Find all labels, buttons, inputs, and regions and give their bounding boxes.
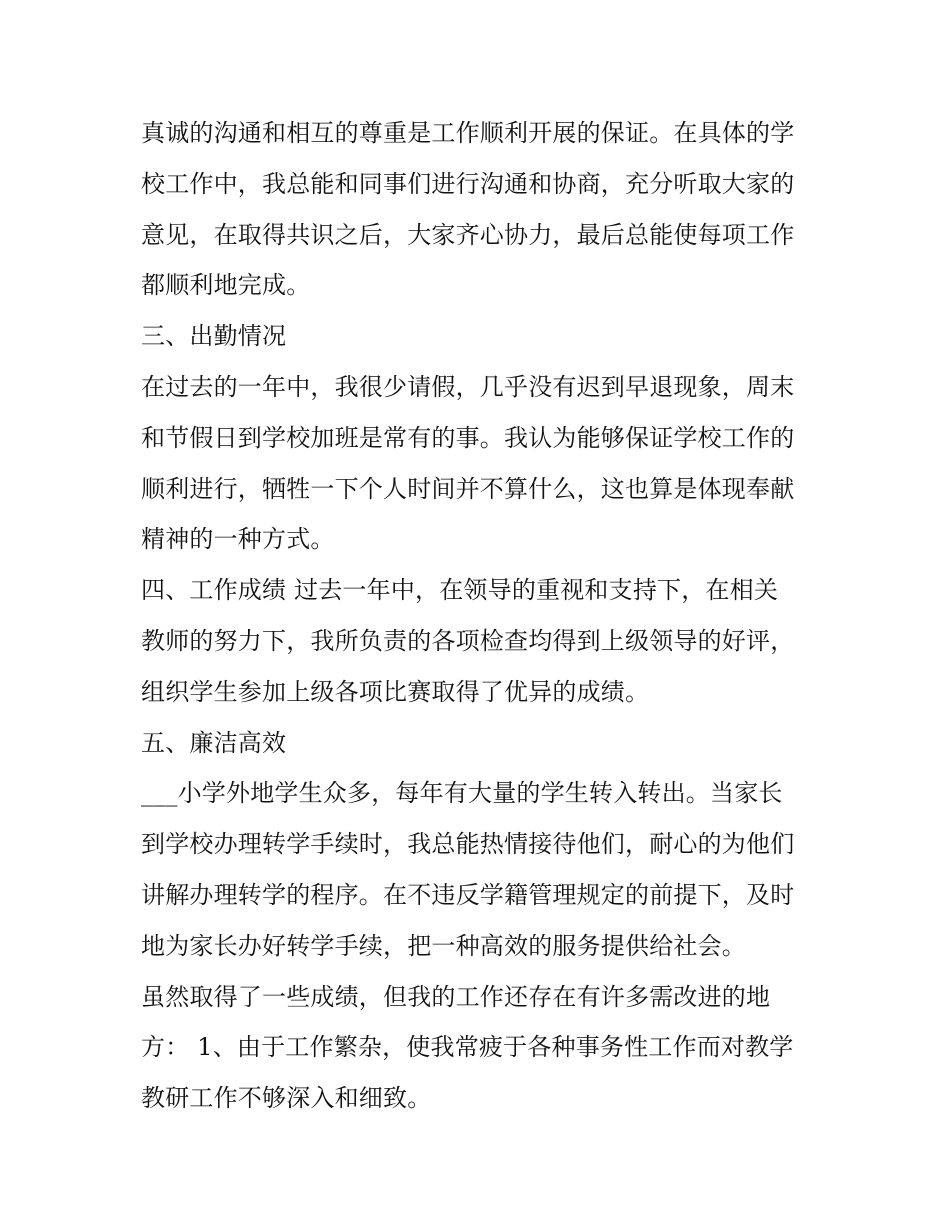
text-line: 教研工作不够深入和细致。 <box>141 1084 432 1113</box>
section-heading-attendance: 三、出勤情况 <box>141 322 287 351</box>
text-line: 都顺利地完成。 <box>141 271 311 300</box>
text-line: 虽然取得了一些成绩，但我的工作还存在有许多需改进的地 <box>141 982 771 1011</box>
text-line: 到学校办理转学手续时，我总能热情接待他们，耐心的为他们 <box>141 830 795 859</box>
section-heading-achievements: 四、工作成绩 过去一年中，在领导的重视和支持下，在相关 <box>141 576 779 605</box>
text-line: 教师的努力下，我所负责的各项检查均得到上级领导的好评， <box>141 626 795 655</box>
text-line: 真诚的沟通和相互的尊重是工作顺利开展的保证。在具体的学 <box>141 119 795 147</box>
section-heading-integrity: 五、廉洁高效 <box>141 728 287 757</box>
text-line: 讲解办理转学的程序。在不违反学籍管理规定的前提下，及时 <box>141 880 795 909</box>
text-line: 校工作中，我总能和同事们进行沟通和协商，充分听取大家的 <box>141 169 795 198</box>
text-line: 和节假日到学校加班是常有的事。我认为能够保证学校工作的 <box>141 423 795 452</box>
text-line: 精神的一种方式。 <box>141 525 335 554</box>
text-line: 意见，在取得共识之后，大家齐心协力，最后总能使每项工作 <box>141 220 795 249</box>
text-line: 在过去的一年中，我很少请假，几乎没有迟到早退现象，周末 <box>141 372 795 401</box>
text-line: 方： 1、由于工作繁杂，使我常疲于各种事务性工作而对教学 <box>141 1033 794 1062</box>
document-body <box>141 108 821 1124</box>
text-line: 顺利进行，牺牲一下个人时间并不算什么，这也算是体现奉献 <box>141 474 795 503</box>
text-line: 组织学生参加上级各项比赛取得了优异的成绩。 <box>141 677 650 706</box>
text-line: 地为家长办好转学手续，把一种高效的服务提供给社会。 <box>141 931 746 960</box>
text-line: ___小学外地学生众多，每年有大量的学生转入转出。当家长 <box>141 779 783 808</box>
